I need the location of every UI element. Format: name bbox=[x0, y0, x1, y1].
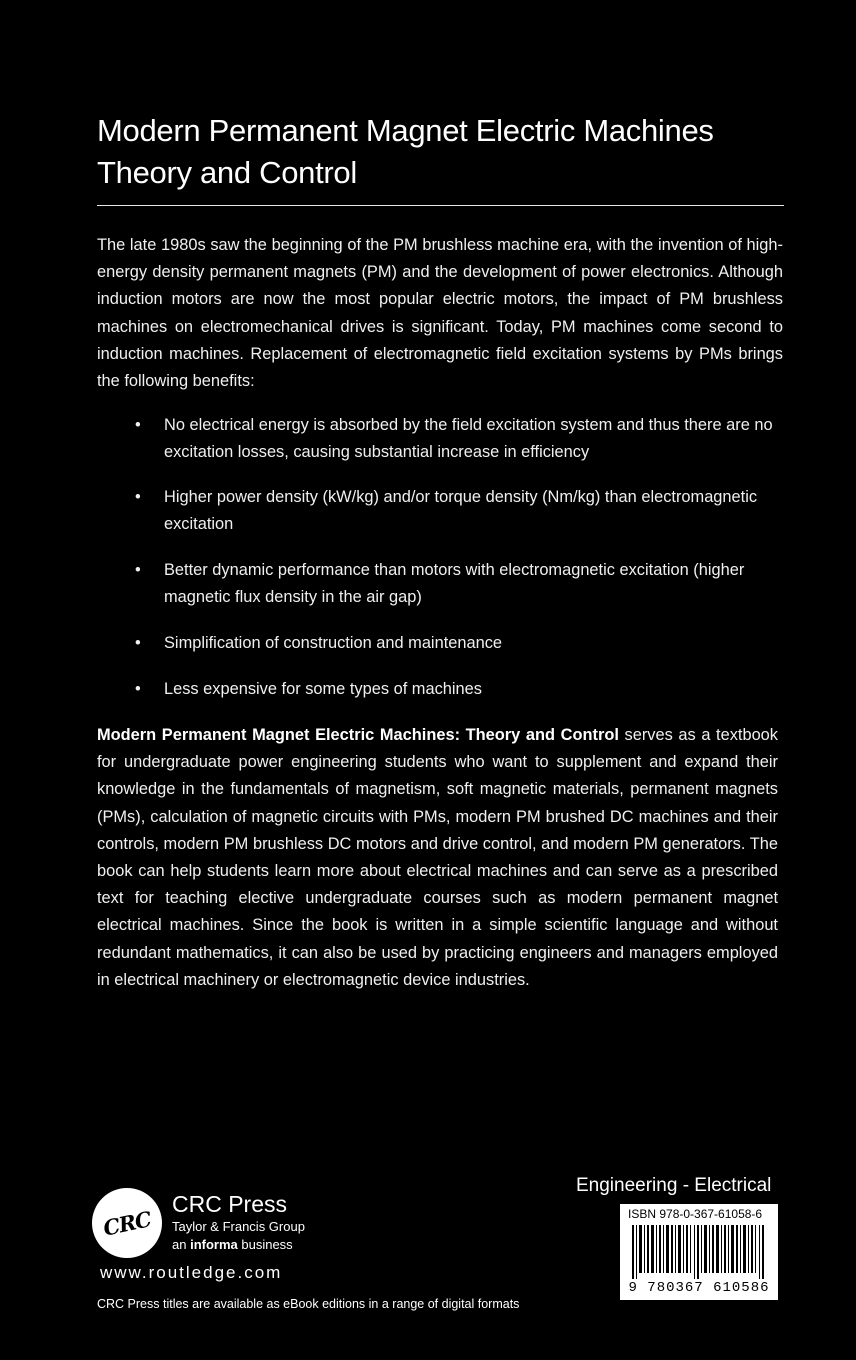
business-prefix: an bbox=[172, 1237, 191, 1252]
bullet-icon: • bbox=[135, 680, 141, 698]
list-item bbox=[97, 412, 783, 466]
description-title: Modern Permanent Magnet Electric Machines: Theory and Control bbox=[97, 726, 619, 744]
publisher-block bbox=[172, 1190, 305, 1254]
barcode-box bbox=[620, 1204, 778, 1300]
bullet-icon: • bbox=[135, 634, 141, 652]
isbn-label: ISBN 978-0-367-61058-6 bbox=[628, 1207, 763, 1221]
description-text: serves as a textbook for undergraduate power engineering students who want to supplement and expand their knowledge in the fundamentals of magnetism, soft magnetic materials, permanent magnets (PMs), calculation of magnetic circuits with PMs, modern PM brushed DC machines and their controls, modern PM brushless DC motors and drive control, and modern PM generators. The book can help students learn more about electrical machines and can serve as a prescribed text for teaching elective undergraduate courses such as modern permanent magnet electrical machines. Since the book is written in a simple scientific language and without redundant mathematics, it can also be used by practicing engineers and managers employed in electrical machinery or electromagnetic device industries. bbox=[97, 726, 778, 989]
benefit-text: Simplification of construction and maintenance bbox=[164, 634, 503, 652]
benefit-text: Better dynamic performance than motors with electromagnetic excitation (higher magnetic flux density in the air gap) bbox=[164, 561, 745, 607]
barcode-digits: 9 780367 610586 bbox=[628, 1280, 770, 1296]
intro-paragraph bbox=[97, 232, 783, 395]
business-suffix: business bbox=[237, 1237, 293, 1252]
publisher-name: CRC Press bbox=[172, 1191, 288, 1217]
benefit-text: Higher power density (kW/kg) and/or torque density (Nm/kg) than electromagnetic excitation bbox=[164, 488, 758, 534]
list-item bbox=[97, 484, 783, 538]
title-divider bbox=[97, 205, 784, 206]
business-informa: informa bbox=[190, 1237, 238, 1252]
book-subtitle: Theory and Control bbox=[97, 155, 357, 190]
book-title: Modern Permanent Magnet Electric Machines bbox=[97, 113, 714, 148]
bullet-icon: • bbox=[135, 488, 141, 506]
intro-text: The late 1980s saw the beginning of the PM brushless machine era, with the invention of high-energy density permanent magnets (PM) and the development of power electronics. Although induction motors are now the most popular electric motors, the impact of PM brushless machines on electromechanical drives is significant. Today, PM machines come second to induction machines. Replacement of electromagnetic field excitation systems by PMs brings the following benefits: bbox=[97, 236, 783, 391]
title-block bbox=[97, 110, 787, 194]
barcode-icon bbox=[632, 1225, 766, 1279]
category-label: Engineering - Electrical bbox=[576, 1175, 772, 1196]
publisher-group: Taylor & Francis Group bbox=[172, 1219, 305, 1234]
bullet-icon: • bbox=[135, 561, 141, 579]
description-paragraph bbox=[97, 722, 778, 994]
crc-logo bbox=[92, 1188, 162, 1258]
publisher-business bbox=[172, 1236, 305, 1254]
benefit-text: No electrical energy is absorbed by the field excitation system and thus there are no excitation losses, causing substantial increase in efficiency bbox=[164, 416, 773, 462]
website-link[interactable]: www.routledge.com bbox=[100, 1263, 283, 1282]
list-item bbox=[97, 676, 783, 703]
benefit-text: Less expensive for some types of machines bbox=[164, 680, 482, 698]
bullet-icon: • bbox=[135, 416, 141, 434]
list-item bbox=[97, 630, 783, 657]
crc-logo-text: CRC bbox=[100, 1205, 154, 1241]
list-item bbox=[97, 557, 783, 611]
ebook-note: CRC Press titles are available as eBook editions in a range of digital formats bbox=[97, 1297, 520, 1311]
